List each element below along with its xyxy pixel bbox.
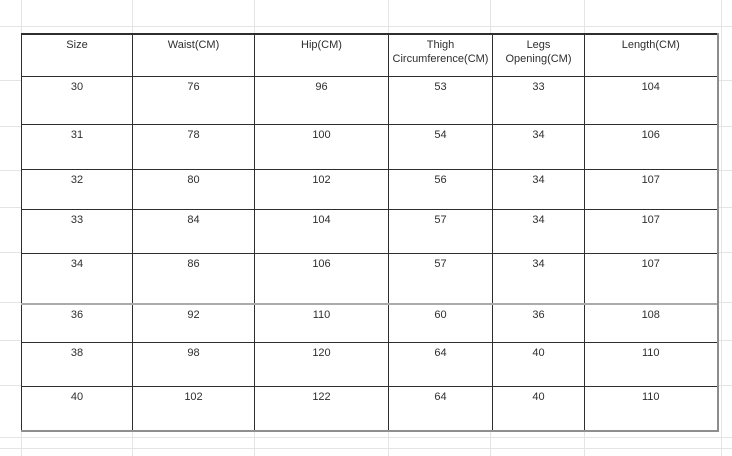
table-cell: 108	[585, 304, 718, 342]
table-cell: 106	[585, 124, 718, 169]
table-cell: 33	[493, 76, 585, 124]
table-cell: 110	[255, 304, 389, 342]
table-cell: 84	[133, 209, 255, 253]
table-row	[22, 169, 718, 209]
table-cell: 40	[22, 386, 133, 431]
table-cell: 60	[389, 304, 493, 342]
gridline-horizontal	[0, 26, 732, 27]
table-cell: 120	[255, 342, 389, 386]
table-cell: 80	[133, 169, 255, 209]
table-cell: 57	[389, 253, 493, 304]
header-row	[22, 34, 718, 76]
table-cell: 32	[22, 169, 133, 209]
table-cell: 100	[255, 124, 389, 169]
column-header: Waist(CM)	[133, 34, 255, 76]
table-cell: 54	[389, 124, 493, 169]
table-cell: 76	[133, 76, 255, 124]
table-cell: 107	[585, 253, 718, 304]
table-cell: 110	[585, 386, 718, 431]
table-cell: 36	[22, 304, 133, 342]
table-cell: 64	[389, 386, 493, 431]
table-cell: 104	[255, 209, 389, 253]
table-cell: 104	[585, 76, 718, 124]
table-row	[22, 304, 718, 342]
column-header: Size	[22, 34, 133, 76]
table-cell: 106	[255, 253, 389, 304]
table-cell: 86	[133, 253, 255, 304]
table-cell: 110	[585, 342, 718, 386]
table-row	[22, 124, 718, 169]
table-row	[22, 76, 718, 124]
table-cell: 96	[255, 76, 389, 124]
table-cell: 34	[493, 124, 585, 169]
table-cell: 102	[255, 169, 389, 209]
table-cell: 98	[133, 342, 255, 386]
gridline-horizontal	[0, 448, 732, 449]
size-chart-table	[21, 33, 719, 432]
table-cell: 107	[585, 209, 718, 253]
table-row	[22, 209, 718, 253]
table-cell: 122	[255, 386, 389, 431]
table-row	[22, 386, 718, 431]
column-header: Legs Opening(CM)	[493, 34, 585, 76]
table-cell: 34	[493, 209, 585, 253]
column-header: Thigh Circumference(CM)	[389, 34, 493, 76]
table-row	[22, 253, 718, 304]
table-cell: 102	[133, 386, 255, 431]
table-cell: 34	[493, 253, 585, 304]
table-cell: 40	[493, 342, 585, 386]
table-cell: 36	[493, 304, 585, 342]
column-header: Length(CM)	[585, 34, 718, 76]
gridline-vertical	[721, 0, 722, 456]
table-cell: 30	[22, 76, 133, 124]
table-cell: 64	[389, 342, 493, 386]
table-cell: 78	[133, 124, 255, 169]
table-cell: 33	[22, 209, 133, 253]
table-row	[22, 342, 718, 386]
gridline-horizontal	[0, 437, 732, 438]
table-cell: 57	[389, 209, 493, 253]
column-header: Hip(CM)	[255, 34, 389, 76]
table-cell: 31	[22, 124, 133, 169]
table-cell: 92	[133, 304, 255, 342]
table-cell: 38	[22, 342, 133, 386]
table-cell: 34	[493, 169, 585, 209]
table-cell: 53	[389, 76, 493, 124]
table-cell: 40	[493, 386, 585, 431]
table-cell: 56	[389, 169, 493, 209]
table-cell: 107	[585, 169, 718, 209]
table-cell: 34	[22, 253, 133, 304]
